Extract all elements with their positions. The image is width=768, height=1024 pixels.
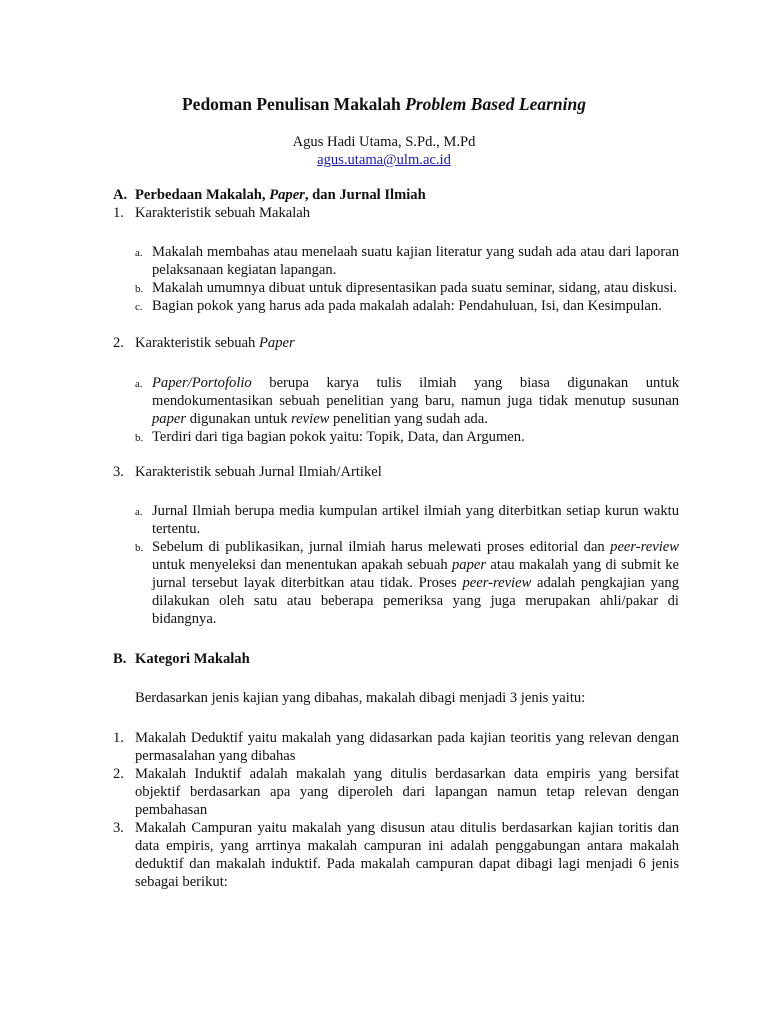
list-item: [135, 538, 679, 628]
list-item: [135, 428, 679, 446]
item-3-label: Karakteristik sebuah Jurnal Ilmiah/Artikel: [135, 464, 382, 480]
author-email-line: [0, 151, 768, 169]
title-main: Pedoman Penulisan Makalah: [181, 94, 406, 114]
point-marker: b.: [135, 542, 144, 554]
section-a-title-italic: Paper: [269, 187, 305, 203]
point-text: penelitian yang sudah ada.: [329, 411, 488, 427]
item-1-label: Karakteristik sebuah Makalah: [135, 205, 311, 221]
item-2-label-prefix: Karakteristik sebuah: [135, 335, 260, 351]
section-b-list: [113, 729, 679, 891]
point-text: untuk menyeleksi dan menentukan apakah sebuah: [152, 557, 452, 573]
point-marker: b.: [135, 283, 144, 295]
point-text: digunakan untuk: [186, 411, 292, 427]
item-3-marker: 3.: [113, 464, 124, 480]
list-item: [113, 729, 679, 765]
section-a-item-3: [113, 463, 679, 481]
list-item: [135, 297, 679, 315]
point-italic: review: [291, 411, 330, 427]
item-text: Makalah Campuran yaitu makalah yang disusun atau ditulis berdasarkan kajian toritis dan data empiris, yang arrtinya makalah campuran ini adalah penggabungan antara makalah deduktif dan makalah induktif. Pada makalah campuran dapat dibagi lagi menjadi 6 jenis sebagai berikut:: [135, 820, 679, 890]
point-text: Terdiri dari tiga bagian pokok yaitu: Topik, Data, dan Argumen.: [152, 429, 525, 445]
section-a-item-2: [113, 334, 679, 352]
point-italic: peer-review: [462, 575, 532, 591]
item-marker: 2.: [113, 766, 124, 782]
author-name: Agus Hadi Utama, S.Pd., M.Pd: [292, 134, 476, 150]
item-marker: 1.: [113, 730, 124, 746]
list-item: [135, 243, 679, 279]
section-b-marker: B.: [113, 651, 127, 667]
section-a-marker: A.: [113, 187, 128, 203]
section-a-title-part2: , dan Jurnal Ilmiah: [304, 187, 426, 203]
point-marker: a.: [135, 378, 143, 390]
section-b-heading: [113, 650, 679, 668]
list-item: [135, 502, 679, 538]
point-marker: a.: [135, 506, 143, 518]
point-italic: peer-review: [610, 539, 679, 555]
document-body: [113, 186, 679, 891]
item-1-marker: 1.: [113, 205, 124, 221]
list-item: [135, 279, 679, 297]
item-marker: 3.: [113, 820, 124, 836]
list-item: [135, 374, 679, 428]
section-b-intro: Berdasarkan jenis kajian yang dibahas, makalah dibagi menjadi 3 jenis yaitu:: [135, 690, 586, 706]
point-italic: paper: [451, 557, 487, 573]
point-text: Makalah membahas atau menelaah suatu kajian literatur yang sudah ada atau dari laporan pelaksanaan kegiatan lapangan.: [152, 244, 679, 278]
document-title: [0, 93, 768, 115]
point-text: adalah pengkajian yang dilakukan oleh satu atau beberapa pemeriksa yang juga merupakan ahli/pakar di bidangnya.: [152, 575, 679, 627]
section-a-item-1: [113, 204, 679, 222]
item-3-points: [113, 502, 679, 628]
point-marker: b.: [135, 432, 144, 444]
point-text: Sebelum di publikasikan, jurnal ilmiah harus melewati proses editorial dan: [152, 539, 611, 555]
point-text: atau makalah yang di submit ke jurnal tersebut layak diterbitkan atau tidak. Proses: [152, 557, 680, 591]
point-text: Jurnal Ilmiah berupa media kumpulan artikel ilmiah yang diterbitkan setiap kurun waktu tertentu.: [152, 503, 679, 537]
point-marker: c.: [135, 301, 143, 313]
list-item: [113, 765, 679, 819]
item-text: Makalah Deduktif yaitu makalah yang didasarkan pada kajian teoritis yang relevan dengan permasalahan yang dibahas: [135, 730, 679, 764]
point-text: berupa karya tulis ilmiah yang biasa digunakan untuk mendokumentasikan sebuah penelitian yang baru, namun juga tidak menutup susunan: [152, 375, 679, 409]
point-text: Bagian pokok yang harus ada pada makalah adalah: Pendahuluan, Isi, dan Kesimpulan.: [152, 298, 662, 314]
point-italic: paper: [152, 411, 187, 427]
point-text: Makalah umumnya dibuat untuk dipresentasikan pada suatu seminar, sidang, atau diskusi.: [152, 280, 678, 296]
item-2-points: [113, 374, 679, 446]
section-a-heading: [113, 186, 679, 204]
item-1-points: [113, 243, 679, 315]
item-2-marker: 2.: [113, 335, 124, 351]
point-italic: Paper/Portofolio: [152, 375, 252, 391]
item-text: Makalah Induktif adalah makalah yang ditulis berdasarkan data empiris yang bersifat objektif berdasarkan apa yang diperoleh dari lapangan namun tetap relevan dengan pembahasan: [135, 766, 679, 818]
list-item: [113, 819, 679, 891]
section-a-title-part1: Perbedaan Makalah,: [135, 187, 270, 203]
author-email-link[interactable]: agus.utama@ulm.ac.id: [317, 152, 451, 168]
title-italic: Problem Based Learning: [405, 94, 586, 114]
section-b-title: Kategori Makalah: [135, 651, 250, 667]
point-marker: a.: [135, 247, 143, 259]
item-2-label-italic: Paper: [259, 335, 295, 351]
